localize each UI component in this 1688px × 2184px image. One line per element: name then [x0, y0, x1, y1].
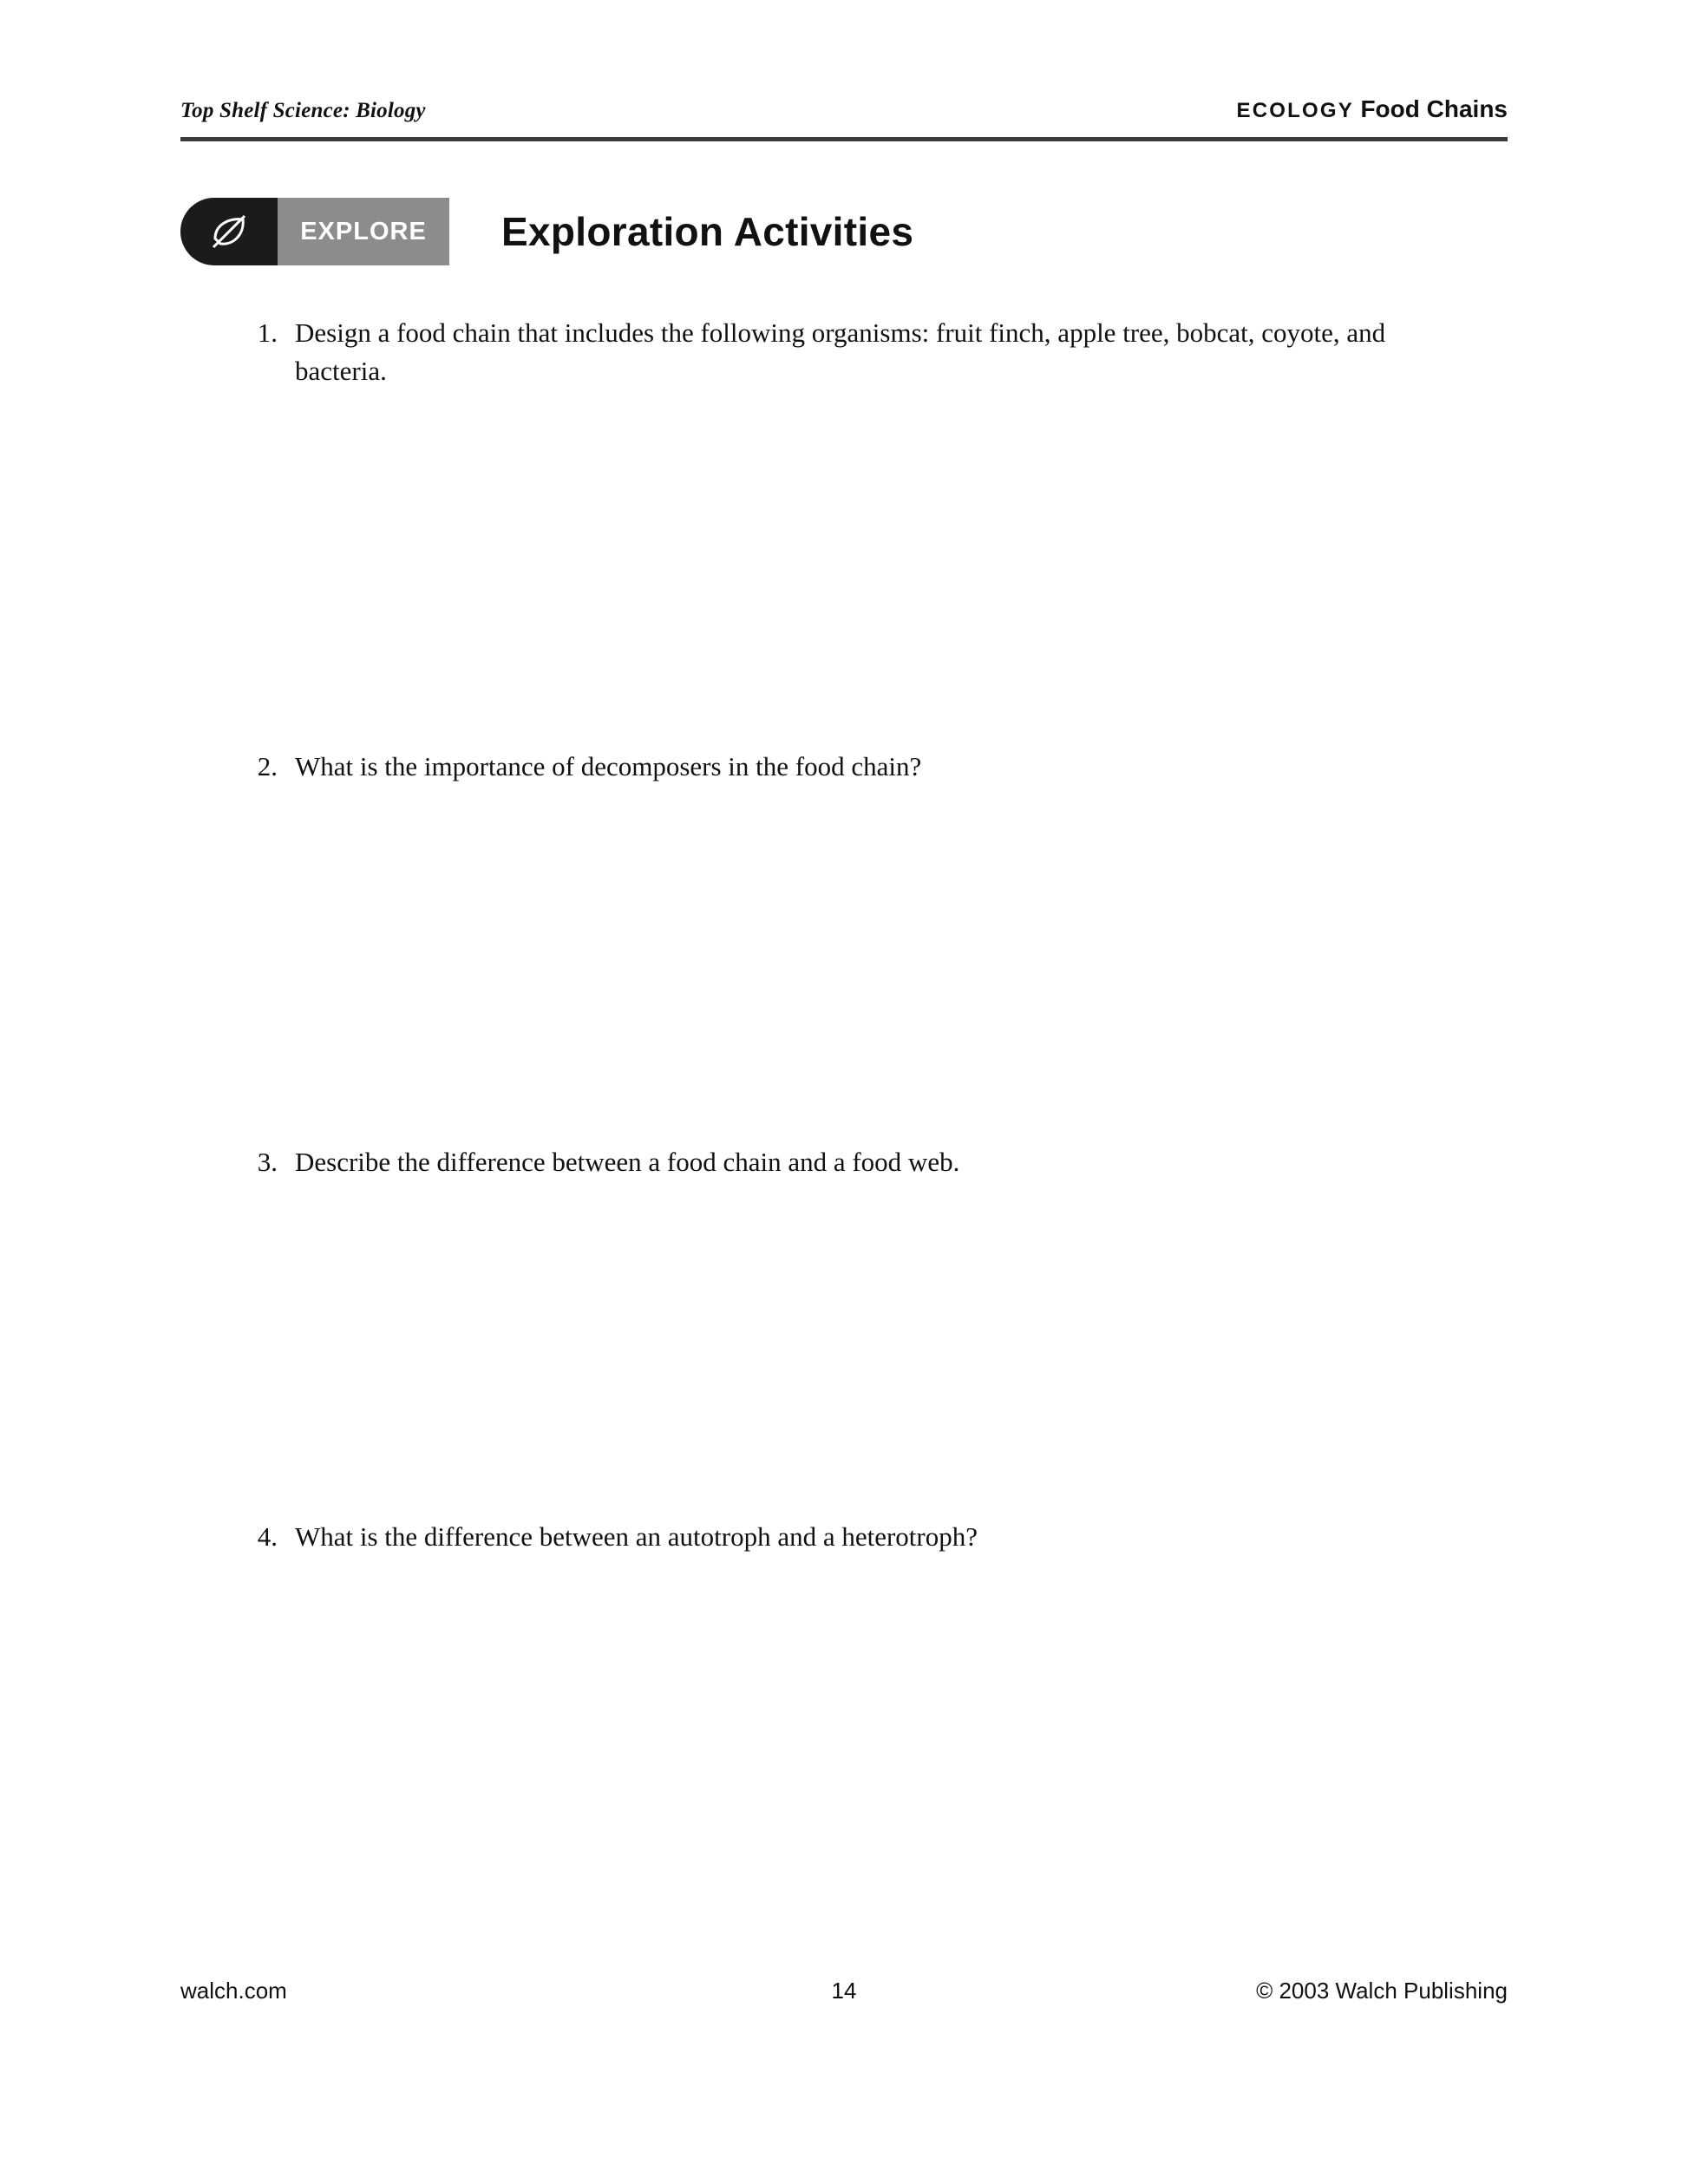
question-number: 3.	[257, 1147, 278, 1177]
question-number: 2.	[257, 751, 278, 781]
header-divider	[180, 137, 1508, 141]
header-subject-label: ECOLOGY	[1236, 99, 1354, 122]
question-number: 4.	[257, 1521, 278, 1552]
question-text: Describe the difference between a food chain and a food web.	[295, 1147, 960, 1177]
question-number: 1.	[257, 317, 278, 348]
explore-tag-label: EXPLORE	[300, 217, 427, 245]
question-text: What is the importance of decomposers in the food chain?	[295, 751, 922, 781]
question-text: Design a food chain that includes the following organisms: fruit finch, apple tree, bobcat, coyote, and bacteria.	[295, 317, 1386, 387]
footer-website: walch.com	[180, 1978, 287, 2004]
page-header	[180, 95, 1508, 123]
explore-tag-box	[278, 198, 449, 265]
section-banner	[180, 198, 913, 265]
question-item	[227, 1518, 1449, 1556]
header-topic	[1237, 95, 1508, 123]
explore-tag	[180, 198, 449, 265]
header-book-title: Top Shelf Science: Biology	[180, 99, 426, 122]
question-item	[227, 748, 1449, 786]
question-text: What is the difference between an autotroph and a heterotroph?	[295, 1521, 978, 1552]
footer-copyright: © 2003 Walch Publishing	[1256, 1978, 1508, 2004]
footer-page-number: 14	[831, 1978, 857, 2004]
question-item	[227, 314, 1449, 390]
question-item	[227, 1143, 1449, 1181]
page-footer	[180, 1978, 1508, 2004]
leaf-icon	[180, 198, 278, 265]
page-title: Exploration Activities	[501, 209, 914, 254]
header-topic-label: Food Chains	[1360, 95, 1508, 122]
